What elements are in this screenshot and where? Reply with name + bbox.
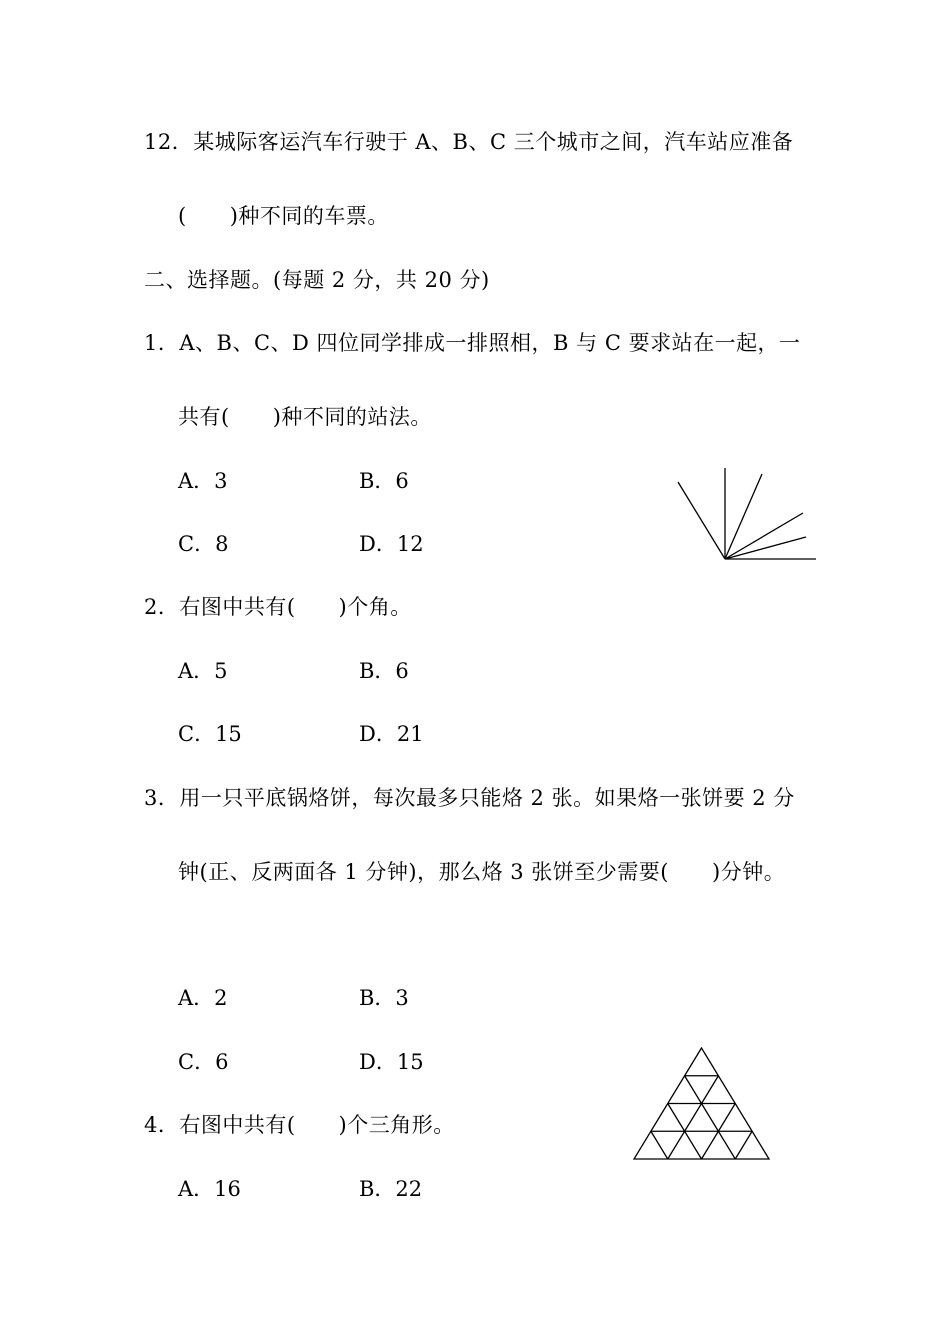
angle-ray-3 [725,474,762,559]
angle-ray-5 [725,537,806,559]
q4-option-a: A．16 [178,1177,241,1201]
q2-option-d: D．21 [359,722,424,746]
triangle-grid-icon [630,1043,775,1163]
q1-line2: 共有( )种不同的站法。 [178,405,432,429]
q4-line1: 4．右图中共有( )个三角形。 [144,1113,455,1137]
section-title: 二、选择题。(每题 2 分，共 20 分) [144,268,490,292]
q1-option-a: A．3 [178,469,228,493]
q4-option-b: B．22 [359,1177,423,1201]
q3-line2: 钟(正、反两面各 1 分钟)，那么烙 3 张饼至少需要( )分钟。 [178,860,786,884]
q3-option-d: D．15 [359,1050,424,1074]
q2-option-a: A．5 [178,659,228,683]
rays-from-vertex-icon [670,462,820,566]
grid-diag-r3 [651,1131,668,1159]
q1-option-b: B．6 [359,469,409,493]
q1-line1: 1．A、B、C、D 四位同学排成一排照相，B 与 C 要求站在一起，一 [144,331,801,355]
q3-line1: 3．用一只平底锅烙饼，每次最多只能烙 2 张。如果烙一张饼要 2 分 [144,786,795,810]
q1-option-d: D．12 [359,532,424,556]
q1-option-c: C．8 [178,532,229,556]
q2-option-c: C．15 [178,722,242,746]
q2-line1: 2．右图中共有( )个角。 [144,595,412,619]
q2-option-b: B．6 [359,659,409,683]
angle-ray-4 [725,513,803,559]
q3-option-b: B．3 [359,986,409,1010]
angle-ray-1 [678,482,725,559]
grid-diag-l3 [735,1131,752,1159]
grid-diag-l1 [668,1076,719,1159]
q3-option-a: A．2 [178,986,228,1010]
grid-diag-r1 [685,1076,736,1159]
q12-line1: 12．某城际客运汽车行驶于 A、B、C 三个城市之间，汽车站应准备 [144,130,794,154]
q12-line2: ( )种不同的车票。 [178,204,389,228]
q3-option-c: C．6 [178,1050,229,1074]
